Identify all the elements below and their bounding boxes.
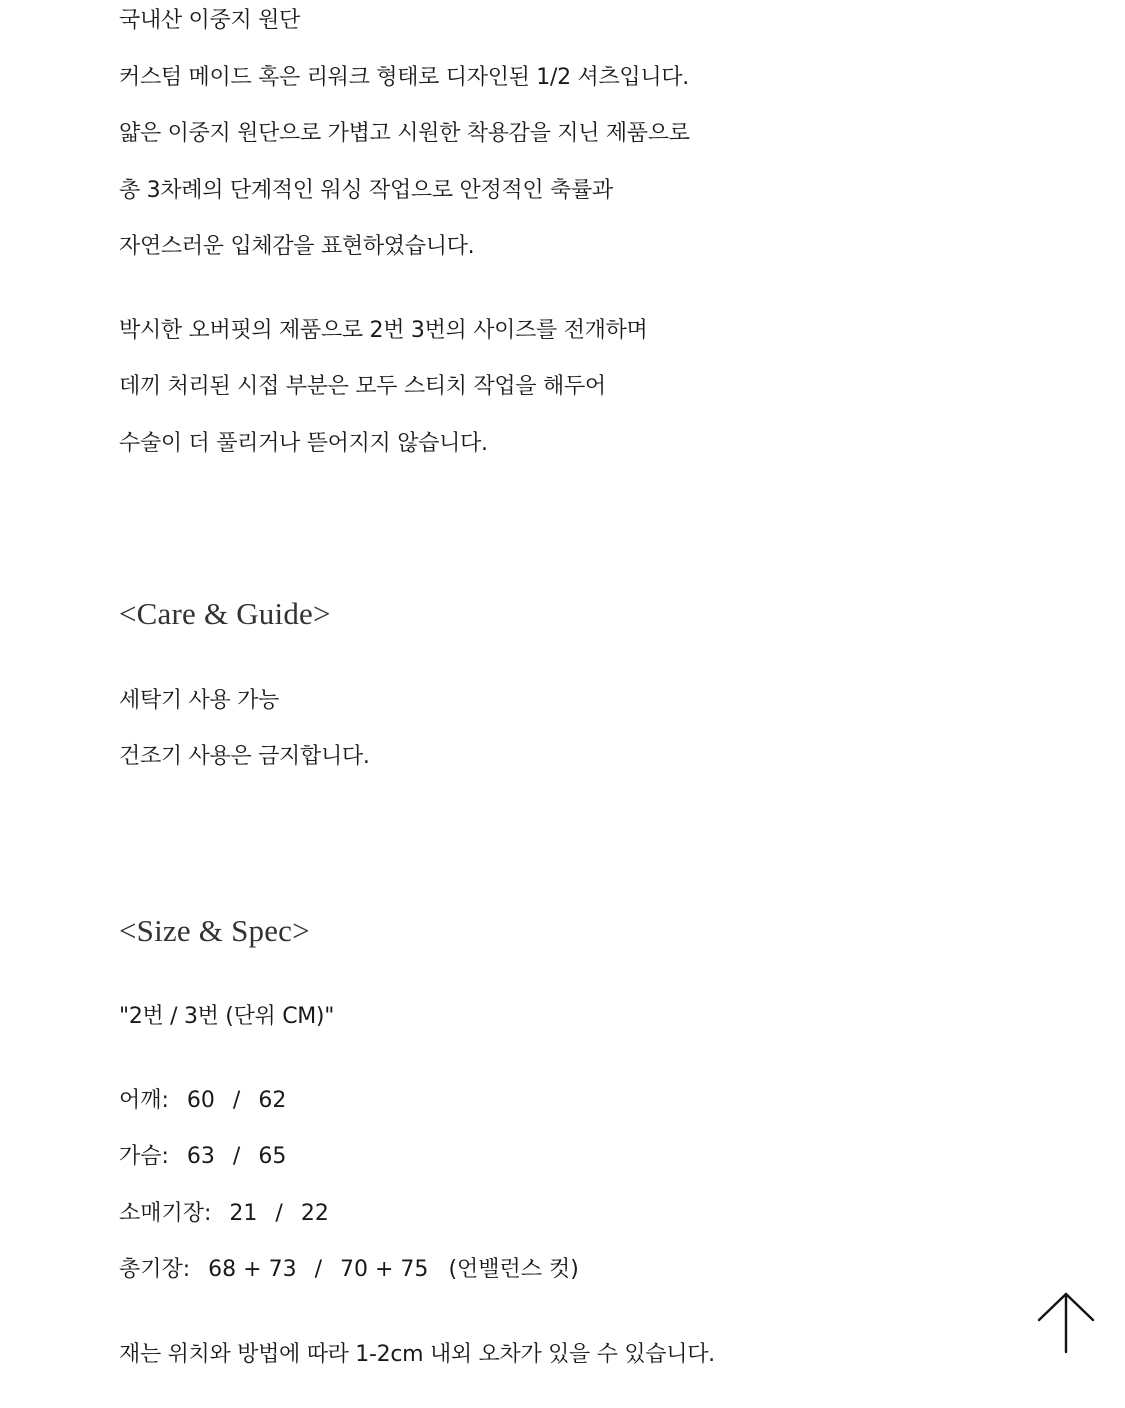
care-line-1: 세탁기 사용 가능: [119, 688, 280, 713]
size-unit-line: "2번 / 3번 (단위 CM)": [119, 1004, 335, 1029]
spec-size2: 60: [186, 1088, 215, 1113]
size-spec-heading: <Size & Spec>: [119, 913, 310, 948]
intro-line-2: 커스텀 메이드 혹은 리워크 형태로 디자인된 1/2 셔츠입니다.: [119, 65, 689, 90]
spec-size3: 70 + 75: [340, 1257, 429, 1282]
spec-label: 가슴:: [119, 1144, 169, 1169]
spec-separator: /: [275, 1201, 283, 1226]
intro-line-3: 얇은 이중지 원단으로 가볍고 시원한 착용감을 지닌 제품으로: [119, 121, 690, 146]
intro-line-5: 자연스러운 입체감을 표현하였습니다.: [119, 234, 475, 259]
arrow-up-icon: [1036, 1290, 1096, 1354]
care-line-2: 건조기 사용은 금지합니다.: [119, 744, 370, 769]
intro-line-4: 총 3차례의 단계적인 워싱 작업으로 안정적인 축률과: [119, 178, 613, 203]
spec-separator: /: [314, 1257, 323, 1282]
spec-footnote: 재는 위치와 방법에 따라 1-2cm 내외 오차가 있을 수 있습니다.: [119, 1342, 715, 1367]
spec-row-sleeve: [119, 1199, 329, 1229]
spec-size3: 62: [258, 1088, 287, 1113]
spec-row-chest: [119, 1142, 286, 1172]
spec-label: 어깨:: [119, 1088, 169, 1113]
scroll-top-button[interactable]: [1036, 1290, 1096, 1354]
care-guide-heading: <Care & Guide>: [119, 596, 331, 631]
detail-line-1: 박시한 오버핏의 제품으로 2번 3번의 사이즈를 전개하며: [119, 318, 648, 343]
spec-note: (언밸런스 컷): [448, 1257, 579, 1282]
spec-row-length: [119, 1255, 579, 1285]
intro-line-1: 국내산 이중지 원단: [119, 8, 301, 33]
spec-size3: 65: [258, 1144, 287, 1169]
spec-size2: 63: [186, 1144, 215, 1169]
spec-separator: /: [232, 1088, 241, 1113]
detail-line-2: 데끼 처리된 시접 부분은 모두 스티치 작업을 해두어: [119, 374, 606, 399]
spec-label: 소매기장:: [119, 1201, 212, 1226]
detail-line-3: 수술이 더 풀리거나 뜯어지지 않습니다.: [119, 431, 488, 456]
spec-row-shoulder: [119, 1086, 286, 1116]
spec-label: 총기장:: [119, 1257, 191, 1282]
spec-size2: 68 + 73: [208, 1257, 297, 1282]
spec-size3: 22: [300, 1201, 329, 1226]
spec-size2: 21: [229, 1201, 258, 1226]
spec-separator: /: [232, 1144, 241, 1169]
